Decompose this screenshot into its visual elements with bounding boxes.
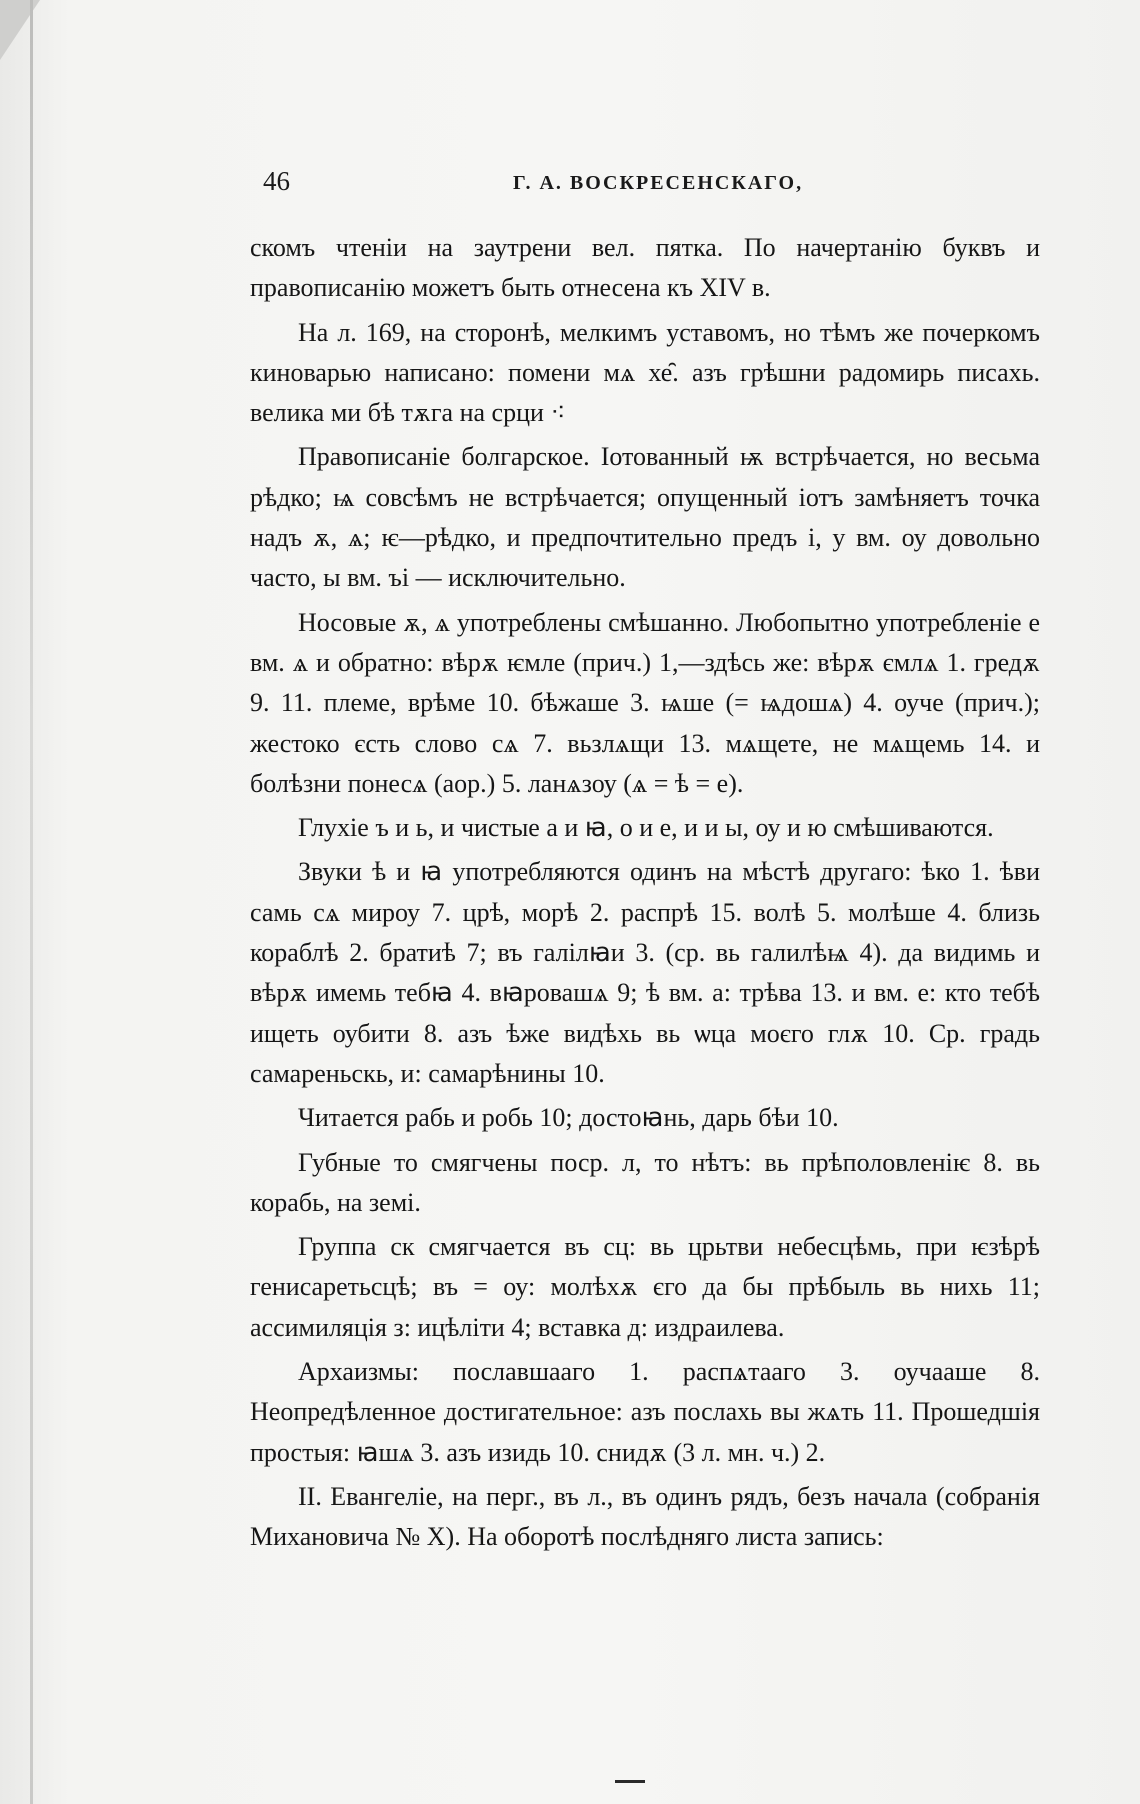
binding-fold — [30, 0, 33, 1804]
paragraph-archaisms: Архаизмы: пославшааго 1. распѧтааго 3. оучааше 8. Неопредѣленное достигательное: азъ послахь вы жѧть 11. Прошедшія простыя: ꙗшѧ 3. азъ изидь 10. снидѫ (3 л. мн. ч.) 2. — [250, 1357, 1040, 1467]
text-body — [250, 228, 1040, 1562]
running-title: Г. А. ВОСКРЕСЕНСКАГО, — [513, 172, 804, 194]
paragraph-yat: Звуки ѣ и ꙗ употребляются одинъ на мѣстѣ другаго: ѣко 1. ѣви самь сѧ мироу 7. црѣ, морѣ 2. распрѣ 15. волѣ 5. молѣше 4. близь кораблѣ 2. братиѣ 7; въ галілꙗи 3. (ср. вь галилѣѩ 4). да видимь и вѣрѫ имемь тебꙗ 4. вꙗровашѧ 9; ѣ вм. а: трѣва 13. и вм. е: кто тебѣ ищеть оубити 8. азъ ѣже видѣхь вь ѡца моєго глѫ 10. Ср. градь самареньскь, и: самарѣнины 10. — [250, 857, 1040, 1088]
running-header — [263, 163, 1033, 203]
page-number: 46 — [263, 166, 290, 196]
paragraph-gospel: II. Евангеліе, на перг., въ л., въ одинъ рядъ, безъ начала (собранія Михановича № X). На оборотѣ послѣдняго листа запись: — [250, 1481, 1040, 1552]
paragraph-jers: Глухіе ъ и ь, и чистые а и ꙗ, о и е, и и ы, оу и ю смѣшиваются. — [298, 813, 994, 843]
paragraph-sk-group: Группа ск смягчается въ сц: вь црьтви небесцѣмь, при ѥзѣрѣ генисаретьсцѣ; въ = оу: молѣхѫ єго да бы прѣбыль вь нихь 11; ассимиляція з: ицѣліти 4; вставка д: издраилева. — [250, 1232, 1040, 1342]
paragraph-colophon: На л. 169, на сторонѣ, мелкимъ уставомъ, но тѣмъ же почеркомъ киноварью написано: помени мѧ хе̑. азъ грѣшни радомирь писахь. велика ми бѣ тѫга на срци ⁖ — [250, 317, 1040, 428]
page-corner-shadow — [0, 0, 40, 60]
paragraph-continued: скомъ чтеніи на заутрени вел. пятка. По начертанію буквъ и правописанію можетъ быть отнесена къ XIV в. — [250, 233, 1040, 303]
paragraph-orthography: Правописаніе болгарское. Іотованный ѭ встрѣчается, но весьма рѣдко; ѩ совсѣмъ не встрѣчается; опущенный іотъ замѣняетъ точка надъ ѫ, ѧ; ѥ—рѣдко, и предпочтительно предъ і, у вм. оу довольно часто, ы вм. ъі — исключительно. — [250, 442, 1040, 593]
paragraph-labials: Губные то смягчены поср. л, то нѣтъ: вь прѣполовленіѥ 8. вь корабь, на земі. — [250, 1147, 1040, 1217]
paragraph-nasals: Носовые ѫ, ѧ употреблены смѣшанно. Любопытно употребленіе е вм. ѧ и обратно: вѣрѫ ѥмле (прич.) 1,—здѣсь же: вѣрѫ ємлѧ 1. гредѫ 9. 11. племе, врѣме 10. бѣжаше 3. ѩше (= ѩдошѧ) 4. оуче (прич.); жестоко єсть слово сѧ 7. вьзлѧщи 13. мѧщете, не мѧщемь 14. и болѣзни понесѧ (аор.) 5. ланѧзоу (ѧ = ѣ = е). — [250, 607, 1040, 798]
footer-dash — [615, 1780, 645, 1783]
paragraph-rab-rob: Читается рабь и робь 10; достоꙗнь, дарь бѣи 10. — [298, 1103, 839, 1133]
